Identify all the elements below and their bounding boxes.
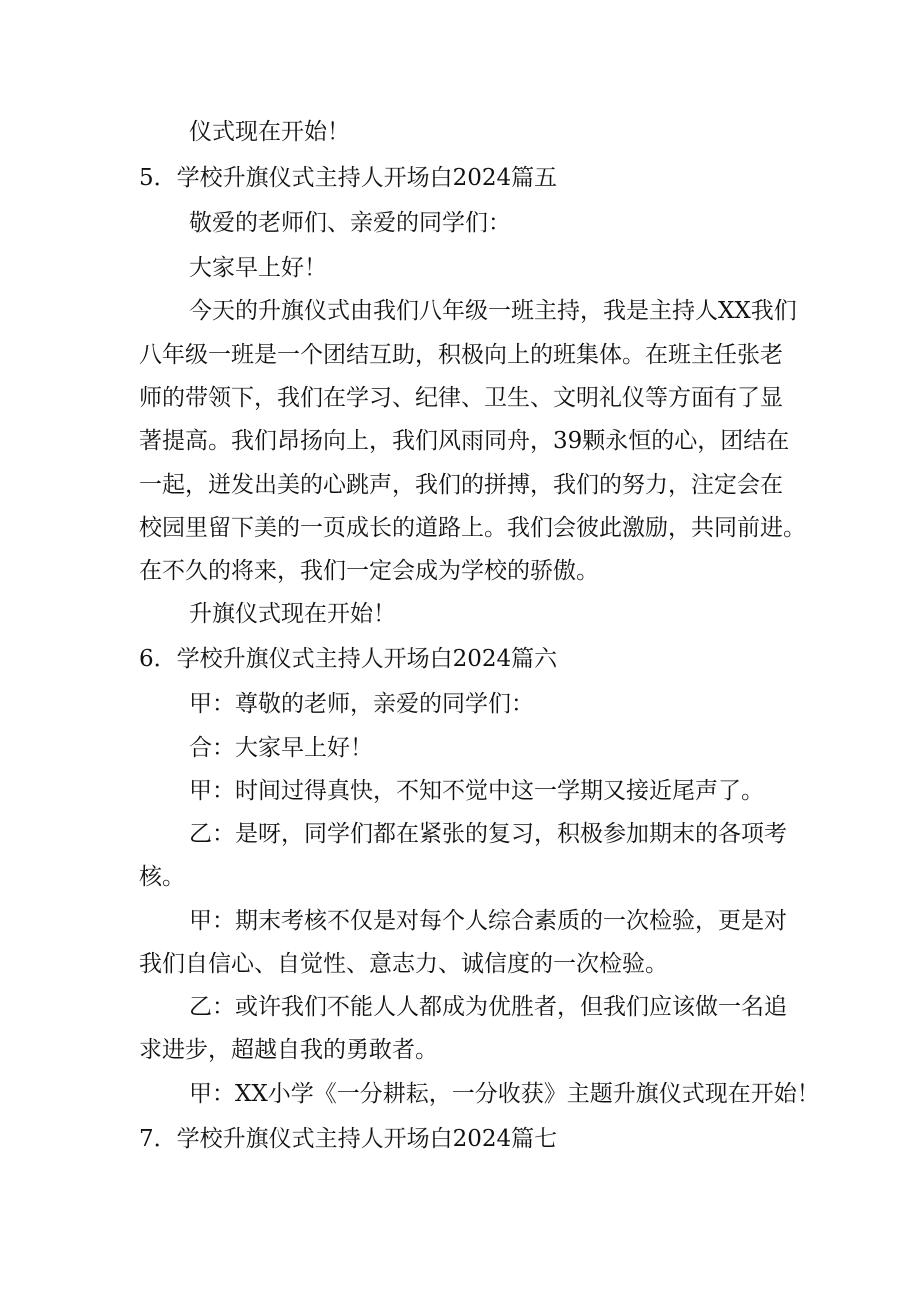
- text-line: 敬爱的老师们、亲爱的同学们：: [189, 210, 511, 236]
- text-line: 校园里留下美的一页成长的道路上。我们会彼此激励，共同前进。: [139, 515, 806, 541]
- text-line: 升旗仪式现在开始！: [189, 601, 396, 627]
- text-line: 大家早上好！: [189, 255, 327, 281]
- text-line: 合：大家早上好！: [189, 735, 373, 761]
- text-line: 乙：是呀，同学们都在紧张的复习，积极参加期末的各项考: [189, 821, 787, 847]
- text-line: 甲：期末考核不仅是对每个人综合素质的一次检验，更是对: [189, 908, 787, 934]
- text-line: 一起，迸发出美的心跳声，我们的拼搏，我们的努力，注定会在: [139, 472, 783, 498]
- section-heading: 5．学校升旗仪式主持人开场白2024篇五: [139, 165, 558, 191]
- text-line: 求进步，超越自我的勇敢者。: [139, 1037, 438, 1063]
- text-line: 我们自信心、自觉性、意志力、诚信度的一次检验。: [139, 951, 668, 977]
- text-line: 在不久的将来，我们一定会成为学校的骄傲。: [139, 558, 599, 584]
- section-heading: 6．学校升旗仪式主持人开场白2024篇六: [139, 646, 558, 672]
- text-line: 今天的升旗仪式由我们八年级一班主持，我是主持人XX我们: [189, 298, 797, 324]
- text-line: 师的带领下，我们在学习、纪律、卫生、文明礼仪等方面有了显: [139, 385, 783, 411]
- text-line: 甲：尊敬的老师，亲爱的同学们：: [189, 691, 534, 717]
- text-line: 甲：时间过得真快，不知不觉中这一学期又接近尾声了。: [189, 778, 764, 804]
- text-line: 甲：XX小学《一分耕耘，一分收获》主题升旗仪式现在开始！: [189, 1081, 820, 1107]
- section-heading: 7．学校升旗仪式主持人开场白2024篇七: [139, 1126, 558, 1152]
- text-line: 核。: [139, 864, 185, 890]
- text-line: 著提高。我们昂扬向上，我们风雨同舟，39颗永恒的心，团结在: [139, 428, 790, 454]
- text-line: 仪式现在开始！: [189, 119, 350, 145]
- text-line: 八年级一班是一个团结互助，积极向上的班集体。在班主任张老: [139, 342, 783, 368]
- text-line: 乙：或许我们不能人人都成为优胜者，但我们应该做一名追: [189, 994, 787, 1020]
